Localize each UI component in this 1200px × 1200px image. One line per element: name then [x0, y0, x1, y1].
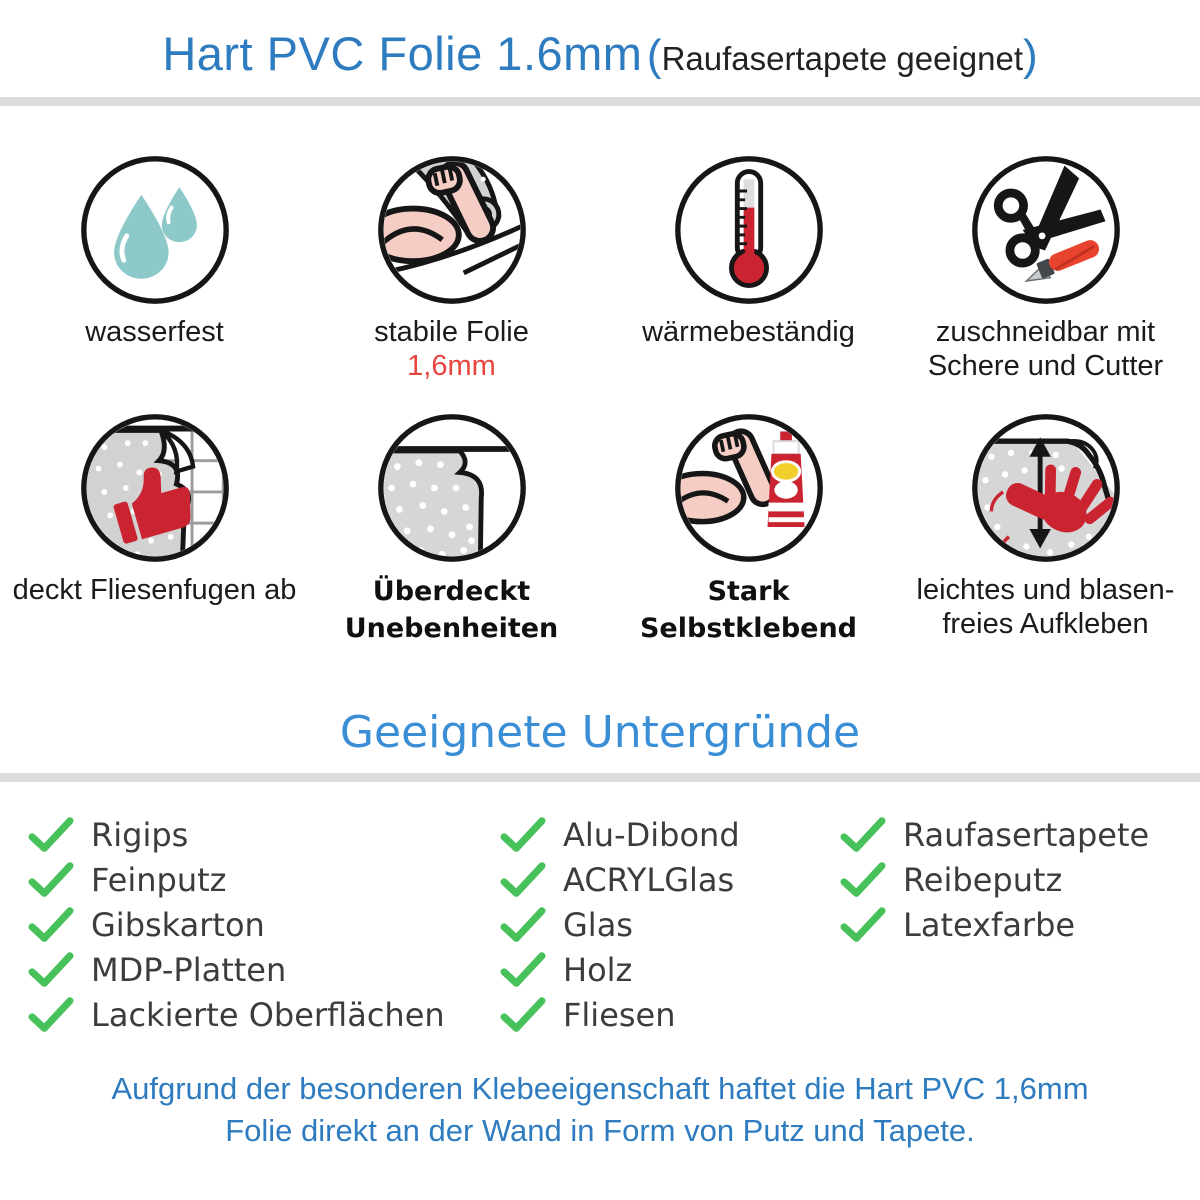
list-item	[500, 951, 840, 989]
surface-label: MDP-Platten	[91, 951, 287, 989]
divider-top	[0, 97, 1200, 106]
feature-caption	[85, 315, 224, 349]
checkmark-icon	[500, 952, 546, 988]
page-title	[0, 0, 1200, 81]
divider-bottom	[0, 773, 1200, 782]
surface-label: ACRYLGlas	[563, 861, 735, 899]
hand-smoothing-icon	[968, 410, 1124, 566]
surface-label: Gibskarton	[91, 906, 265, 944]
title-main: Hart PVC Folie 1.6mm	[162, 27, 643, 80]
caption-line: zuschneidbar mit	[935, 316, 1156, 348]
surface-label: Raufasertapete	[903, 816, 1150, 854]
thumb-up-tiles-icon	[77, 410, 233, 566]
caption-line: stabile Folie	[374, 316, 529, 348]
list-item	[28, 906, 500, 944]
scissors-cutter-icon	[968, 152, 1124, 308]
feature-caption	[13, 573, 297, 607]
surfaces-column-2	[500, 816, 840, 1034]
title-paren-open: (	[646, 31, 662, 80]
feature-caption	[917, 573, 1175, 641]
muscle-foil-roll-icon	[374, 152, 530, 308]
caption-line: Stark	[707, 576, 790, 607]
feature-selbstklebend	[600, 410, 897, 647]
footer-line-1: Aufgrund der besonderen Klebeeigenschaft haftet die Hart PVC 1,6mm	[111, 1071, 1089, 1106]
water-drops-icon	[77, 152, 233, 308]
feature-stabile-folie	[303, 152, 600, 384]
checkmark-icon	[840, 907, 886, 943]
feature-caption	[374, 315, 529, 384]
list-item	[500, 906, 840, 944]
surface-label: Latexfarbe	[903, 906, 1076, 944]
feature-wasserfest	[6, 152, 303, 384]
muscle-glue-tube-icon	[671, 410, 827, 566]
surface-label: Fliesen	[563, 996, 676, 1034]
checkmark-icon	[28, 862, 74, 898]
checkmark-icon	[500, 997, 546, 1033]
list-item	[500, 996, 840, 1034]
feature-row-1	[0, 152, 1200, 384]
footer-line-2: Folie direkt an der Wand in Form von Putz und Tapete.	[225, 1113, 975, 1148]
caption-line: leichtes und blasen-	[916, 574, 1175, 606]
surfaces-column-1	[28, 816, 500, 1034]
title-paren-text: Raufasertapete geeignet	[661, 40, 1023, 77]
surface-label: Feinputz	[91, 861, 227, 899]
dotted-foil-fold-icon	[374, 410, 530, 566]
caption-line: Unebenheiten	[344, 613, 559, 644]
list-item	[28, 951, 500, 989]
caption-line: Selbstklebend	[639, 613, 858, 644]
surfaces-list	[0, 816, 1200, 1034]
feature-fliesenfugen	[6, 410, 303, 647]
caption-line: wärmebeständig	[642, 316, 855, 348]
list-item	[28, 816, 500, 854]
list-item	[500, 861, 840, 899]
checkmark-icon	[28, 817, 74, 853]
surfaces-column-3	[840, 816, 1200, 1034]
surface-label: Glas	[563, 906, 633, 944]
checkmark-icon	[500, 817, 546, 853]
surface-label: Holz	[563, 951, 633, 989]
checkmark-icon	[28, 952, 74, 988]
surface-label: Lackierte Oberflächen	[91, 996, 445, 1034]
checkmark-icon	[500, 862, 546, 898]
caption-line: Schere und Cutter	[927, 350, 1164, 382]
list-item	[28, 996, 500, 1034]
feature-blasenfrei	[897, 410, 1194, 647]
feature-zuschneidbar	[897, 152, 1194, 384]
feature-caption	[642, 315, 855, 349]
surface-label: Alu-Dibond	[563, 816, 740, 854]
list-item	[840, 816, 1200, 854]
checkmark-icon	[840, 817, 886, 853]
feature-caption	[928, 315, 1163, 383]
list-item	[840, 906, 1200, 944]
thermometer-icon	[671, 152, 827, 308]
checkmark-icon	[28, 997, 74, 1033]
caption-line: Überdeckt	[372, 576, 531, 607]
feature-unebenheiten	[303, 410, 600, 647]
surfaces-heading: Geeignete Untergründe	[339, 707, 861, 758]
checkmark-icon	[500, 907, 546, 943]
surface-label: Reibeputz	[903, 861, 1063, 899]
surface-label: Rigips	[91, 816, 189, 854]
caption-line: wasserfest	[85, 316, 224, 348]
caption-line: deckt Fliesenfugen ab	[12, 574, 297, 606]
checkmark-icon	[28, 907, 74, 943]
title-paren-close: )	[1023, 31, 1038, 80]
caption-line: freies Aufkleben	[942, 608, 1149, 640]
feature-caption	[345, 573, 559, 647]
list-item	[840, 861, 1200, 899]
feature-row-2	[0, 410, 1200, 647]
list-item	[500, 816, 840, 854]
footer-note	[0, 1068, 1200, 1152]
feature-caption	[640, 573, 857, 647]
checkmark-icon	[840, 862, 886, 898]
thickness-label: 1,6mm	[407, 350, 496, 382]
feature-waermebestaendig	[600, 152, 897, 384]
list-item	[28, 861, 500, 899]
